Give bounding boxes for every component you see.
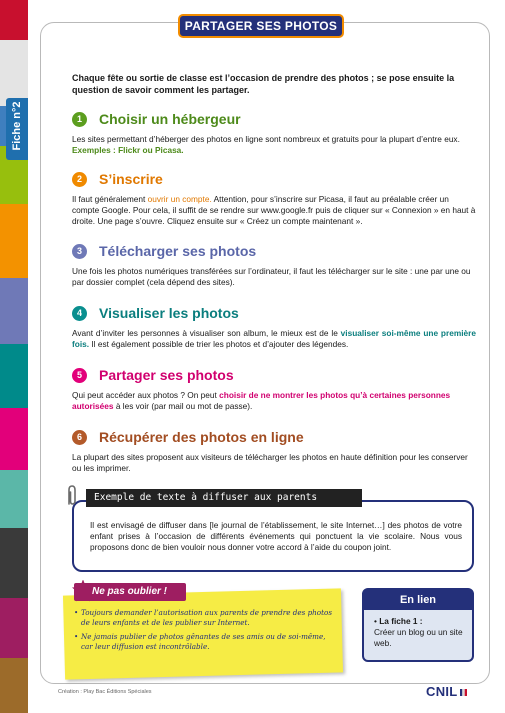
step-body: Avant d’inviter les personnes à visualiser son album, le mieux est de le visualiser soi-même une première fois. Il est également possible de trier les photos et d’ajouter des légendes.: [72, 328, 476, 349]
page-title: PARTAGER SES PHOTOS: [178, 14, 344, 38]
step-highlight: visualiser soi-même une première fois.: [72, 328, 476, 349]
example-label: Exemple de texte à diffuser aux parents: [86, 489, 362, 507]
reminder-title: Ne pas oublier !: [74, 583, 186, 601]
step-body: Qui peut accéder aux photos ? On peut choisir de ne montrer les photos qu’à certaines personnes autorisées à les voir (par mail ou mot de passe).: [72, 390, 451, 411]
see-also-box: [362, 588, 474, 662]
step-view-photos: [72, 302, 476, 350]
step-body: Une fois les photos numériques transférées sur l’ordinateur, il faut les télécharger sur le site : une par une ou par dossier complet (cela dépend des sites).: [72, 266, 471, 287]
step-upload-photos: [72, 240, 476, 288]
step-body: Les sites permettant d’héberger des photos en ligne sont nombreux et gratuits pour la plupart d’entre eux. Exemples : Flickr ou Picasa.: [72, 134, 460, 155]
step-sign-up: [72, 168, 476, 227]
see-also-text: Créer un blog ou un site web.: [374, 627, 463, 648]
step-choose-host: [72, 108, 476, 156]
step-highlight: Exemples : Flickr ou Picasa.: [72, 145, 184, 155]
reminder-item: • Toujours demander l’autorisation aux parents de prendre des photos de leurs enfants et de les publier sur Internet.: [74, 608, 336, 628]
cnil-logo: CNIL: [426, 684, 467, 699]
step-title: Partager ses photos: [99, 367, 234, 383]
step-number-badge: 1: [72, 112, 87, 127]
step-number-badge: 3: [72, 244, 87, 259]
step-number-badge: 2: [72, 172, 87, 187]
reminder-item: • Ne jamais publier de photos gênantes de ses amis ou de soi-même, car leur diffusion est incontrôlable.: [74, 632, 336, 652]
see-also-body: • La fiche 1 : Créer un blog ou un site web.: [374, 616, 463, 648]
step-highlight: choisir de ne montrer les photos qu’à certaines personnes autorisées: [72, 390, 451, 411]
see-also-title: En lien: [364, 590, 472, 610]
sheet-number-label: Fiche n°2: [11, 101, 23, 151]
paperclip-icon: [63, 484, 81, 508]
step-title: S’inscrire: [99, 171, 163, 187]
step-title: Télécharger ses photos: [99, 243, 257, 259]
step-number-badge: 6: [72, 430, 87, 445]
tricolor-mark-icon: [460, 689, 467, 696]
credit-text: Création : Play Bac Éditions Spéciales: [58, 689, 152, 695]
step-title: Choisir un hébergeur: [99, 111, 241, 127]
step-number-badge: 5: [72, 368, 87, 383]
step-share-photos: [72, 364, 476, 412]
step-number-badge: 4: [72, 306, 87, 321]
step-body: La plupart des sites proposent aux visiteurs de télécharger les photos en haute définition pour les conserver ou les imprimer.: [72, 452, 468, 473]
reminder-list: [74, 608, 336, 656]
step-title: Visualiser les photos: [99, 305, 239, 321]
example-text: Il est envisagé de diffuser dans [le journal de l’établissement, le site Internet…] des photos de votre enfant prises à l’occasion de différents événements qui ponctuent la vie scolaire. Nous vous proposons donc de bien vouloir nous donner votre accord à l’aide du coupon joint.: [90, 520, 462, 552]
step-body: Il faut généralement ouvrir un compte. Attention, pour s’inscrire sur Picasa, il faut au préalable créer un compte Google. Pour cela, il suffit de se rendre sur www.google.fr puis de cliquer sur « Connexion » en haut à droite. Une page s’ouvre. Cliquez ensuite sur « Créez un compte maintenant ».: [72, 194, 476, 226]
step-highlight: ouvrir un compte.: [147, 194, 212, 204]
step-title: Récupérer des photos en ligne: [99, 429, 304, 445]
intro-text: Chaque fête ou sortie de classe est l’occasion de prendre des photos ; se pose ensuite la question de savoir comment les partager.: [72, 73, 455, 95]
sheet-number-tab: [6, 98, 28, 160]
see-also-link[interactable]: La fiche 1 :: [379, 616, 423, 626]
step-download-photos: [72, 426, 476, 474]
